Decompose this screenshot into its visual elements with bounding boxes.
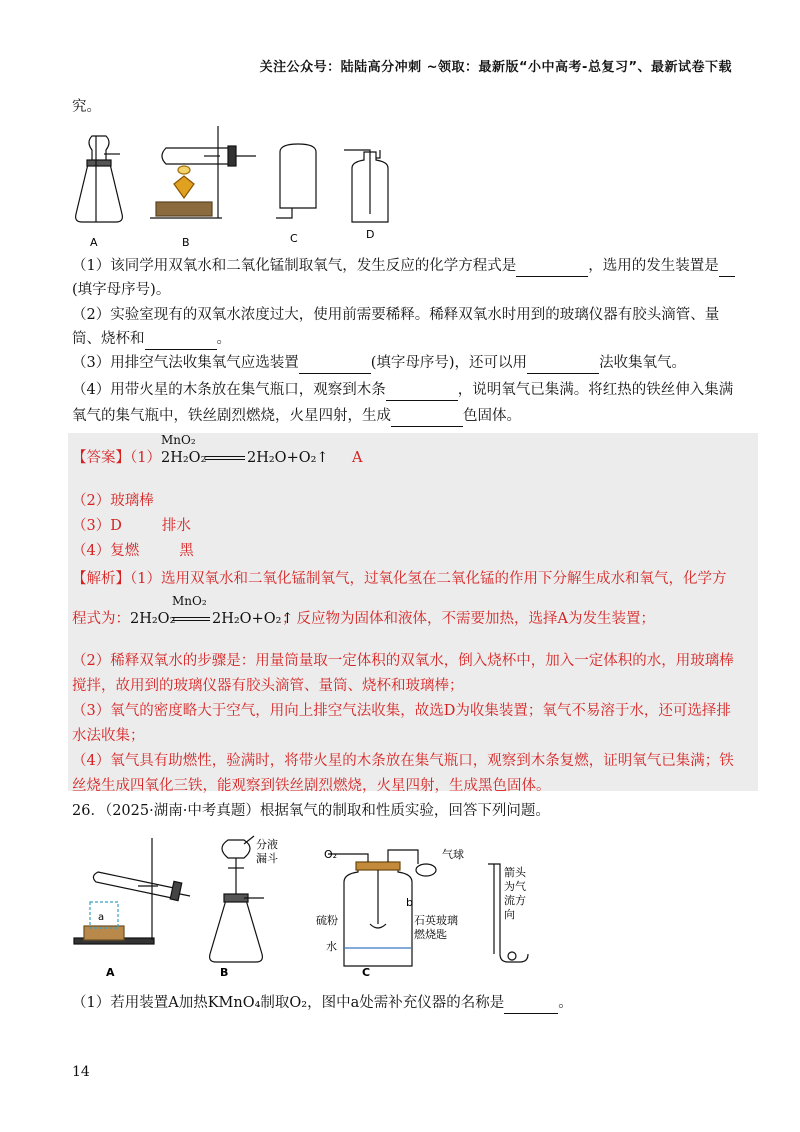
fig2-o2-label: O₂	[324, 848, 338, 861]
fig2-b-label: b	[406, 896, 413, 909]
analysis-eq-right: 2H₂O+O₂↑	[212, 611, 294, 627]
answer-blank[interactable]	[527, 357, 599, 374]
q1-text: （1）该同学用双氧水和二氧化锰制取氧气，发生反应的化学方程式是	[72, 258, 517, 274]
apparatus-figure-2	[68, 828, 538, 978]
fig2-water-label: 水	[326, 940, 337, 953]
question-4-cont	[72, 405, 521, 427]
analysis-2b: 搅拌，故用到的玻璃仪器有胶头滴管、量筒、烧杯和玻璃棒；	[72, 678, 464, 694]
question-26-1	[72, 992, 573, 1014]
continued-text: 究。	[72, 99, 101, 115]
q2-text-b: 筒、烧杯和	[72, 331, 145, 347]
q26-kmno4: KMnO₄	[207, 995, 261, 1011]
q26-text-d: 。	[558, 995, 573, 1011]
answer-2: （2）玻璃棒	[72, 493, 154, 509]
analysis-4a: （4）氧气具有助燃性，验满时，将带火星的木条放在集气瓶口，观察到木条复燃，证明氧气已集满；铁	[72, 753, 734, 769]
analysis-4b: 丝烧生成四氧化三铁，能观察到铁丝剧烈燃烧，火星四射，生成黑色固体。	[72, 778, 551, 794]
q3-text-b: (填字母序号)，还可以用	[370, 355, 528, 371]
fig2-balloon-label: 气球	[442, 848, 464, 861]
fig2-a-label: a	[98, 912, 105, 923]
answer-blank[interactable]	[299, 357, 371, 374]
eq-sign	[205, 456, 245, 460]
analysis-eq-sign	[172, 617, 210, 621]
answer-3-b: 排水	[161, 518, 191, 534]
q26-text-b: 制取	[260, 995, 290, 1011]
question-2-cont: 筒、烧杯和 。	[72, 328, 231, 350]
analysis-2a: （2）稀释双氧水的步骤是：用量筒量取一定体积的双氧水，倒入烧杯中，加入一定体积的水，用玻璃棒	[72, 653, 734, 669]
fig2-arrow-label-4: 向	[504, 908, 515, 921]
analysis-eq-catalyst: MnO₂	[172, 594, 207, 608]
q4-text-c: 氧气的集气瓶中，铁丝剧烈燃烧，火星四射，生成	[72, 408, 391, 424]
analysis-1	[72, 568, 726, 590]
fig2-spoon-label-2: 燃烧匙	[414, 928, 447, 941]
fig2-funnel-label-2: 漏斗	[256, 852, 278, 865]
fig2-sulfur-label: 硫粉	[316, 914, 338, 927]
answer-blank[interactable]	[386, 384, 458, 401]
answer-tag: 【答案】	[72, 450, 130, 466]
q1-text-b: ，选用的发生装置是	[588, 258, 719, 274]
fig2-label-b: B	[220, 966, 229, 978]
analysis-p1a: （1）选用双氧水和二氧化锰制氧气，过氧化氢在二氧化锰的作用下分解生成水和氧气，化学方	[130, 571, 727, 587]
eq-right: 2H₂O+O₂↑	[247, 450, 329, 466]
fig1-label-b: B	[182, 236, 190, 249]
question-4	[72, 379, 733, 401]
q26-text-c: ，图中a处需补充仪器的名称是	[307, 995, 505, 1011]
fig2-arrow-label-3: 流方	[504, 894, 526, 907]
page-header: 关注公众号：陆陆高分冲刺 ~领取：最新版“小中高考-总复习”、最新试卷下载	[259, 60, 732, 75]
answer-1-device: A	[352, 450, 363, 466]
answer-blank[interactable]	[145, 333, 217, 350]
eq-left: 2H₂O₂	[161, 450, 207, 466]
answer-blank[interactable]	[391, 410, 463, 427]
answer-blank[interactable]	[516, 260, 588, 277]
fig2-arrow-label-2: 为气	[504, 880, 526, 893]
answer-line-1	[72, 447, 161, 469]
fig2-label-c: C	[362, 966, 371, 978]
question-2: （2）实验室现有的双氧水浓度过大，使用前需要稀释。稀释双氧水时用到的玻璃仪器有胶头滴管、量	[72, 307, 720, 323]
analysis-3a: （3）氧气的密度略大于空气，用向上排空气法收集，故选D为收集装置；氧气不易溶于水，还可选择排	[72, 703, 731, 719]
answer-4-num: （4）复燃	[72, 543, 140, 559]
answer-blank[interactable]	[719, 260, 735, 277]
question-26: 26．（2025·湖南·中考真题）根据氧气的制取和性质实验，回答下列问题。	[72, 803, 550, 819]
question-3	[72, 352, 686, 374]
analysis-1b-pre: 程式为：	[72, 611, 130, 627]
fig2-arrow-label-1: 箭头	[504, 866, 526, 879]
analysis-1b-post: ；反应物为固体和液体，不需要加热，选择A为发生装置；	[282, 611, 655, 627]
q4-text: （4）用带火星的木条放在集气瓶口，观察到木条	[72, 382, 386, 398]
answer-blank[interactable]	[504, 997, 558, 1014]
q3-text: （3）用排空气法收集氧气应选装置	[72, 355, 299, 371]
apparatus-figure-1	[70, 122, 390, 250]
q3-text-c: 法收集氧气。	[599, 355, 687, 371]
fig2-spoon-label-1: 石英玻璃	[414, 914, 458, 927]
fig1-label-c: C	[290, 232, 298, 245]
q4-text-d: 色固体。	[463, 408, 521, 424]
answer-4-b: 黑	[179, 543, 194, 559]
answer-3	[72, 515, 191, 537]
question-1-cont: (填字母序号)。	[72, 282, 171, 298]
answer-3-num: （3）D	[72, 518, 122, 534]
question-1	[72, 255, 735, 277]
fig1-label-a: A	[90, 236, 98, 249]
q26-text-a: （1）若用装置A加热	[72, 995, 208, 1011]
analysis-3b: 水法收集；	[72, 728, 145, 744]
fig2-funnel-label: 分液	[256, 838, 278, 851]
q4-text-b: ，说明氧气已集满。将红热的铁丝伸入集满	[457, 382, 734, 398]
answer-1-num: （1）	[130, 450, 161, 466]
eq-catalyst: MnO₂	[161, 433, 196, 447]
analysis-eq-left: 2H₂O₂	[130, 611, 176, 627]
page-number: 14	[72, 1064, 90, 1080]
analysis-tag: 【解析】	[72, 571, 130, 587]
fig1-label-d: D	[366, 228, 375, 241]
fig2-label-a: A	[106, 966, 115, 978]
answer-4	[72, 540, 194, 562]
q26-o2: O₂	[289, 995, 308, 1011]
